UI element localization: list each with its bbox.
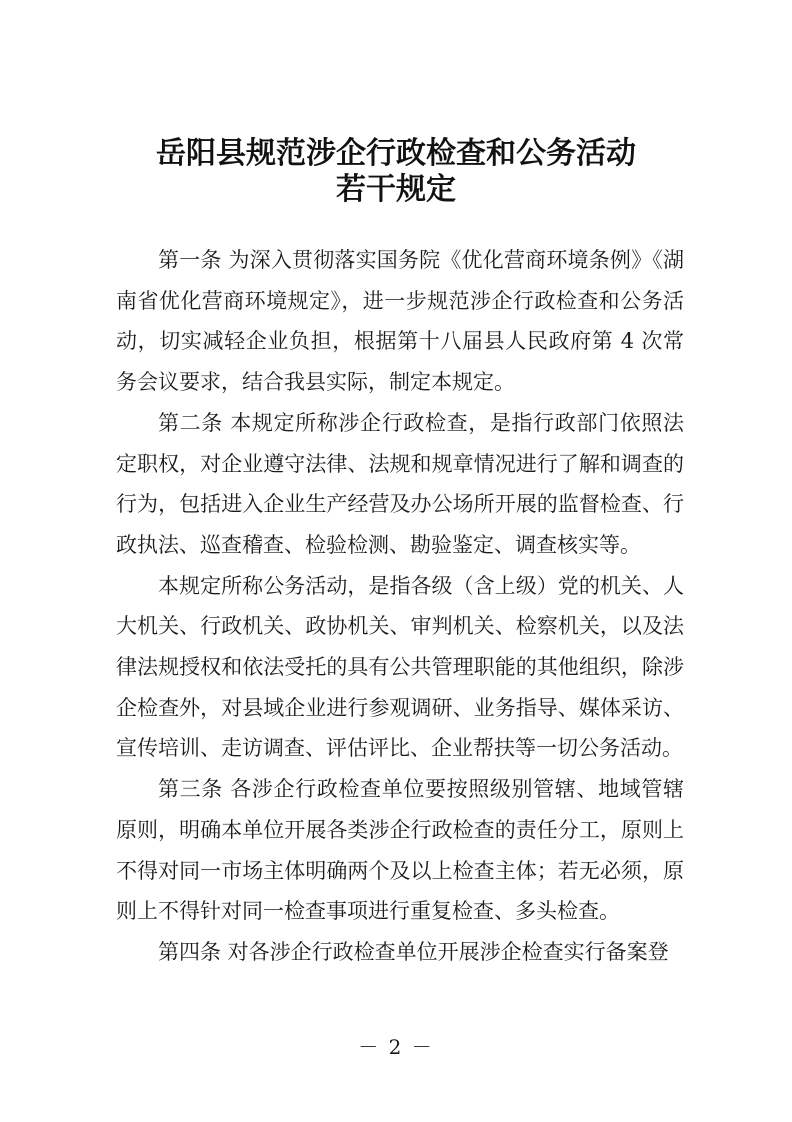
document-title-line2: 若干规定 bbox=[336, 172, 456, 207]
paragraph-article-4: 第四条 对各涉企行政检查单位开展涉企检查实行备案登 bbox=[158, 939, 669, 964]
document-body bbox=[116, 240, 684, 973]
paragraph-public-affairs-definition: 本规定所称公务活动，是指各级（含上级）党的机关、人大机关、行政机关、政协机关、审判机关、检察机关，以及法律法规授权和依法受托的具有公共管理职能的其他组织，除涉企检查外，对县域企业进行参观调研、业务指导、媒体采访、宣传培训、走访调查、评估评比、企业帮扶等一切公务活动。 bbox=[116, 573, 684, 761]
paragraph-article-2: 第二条 本规定所称涉企行政检查，是指行政部门依照法定职权，对企业遵守法律、法规和规章情况进行了解和调查的行为，包括进入企业生产经营及办公场所开展的监督检查、行政执法、巡查稽查、检验检测、勘验鉴定、调查核实等。 bbox=[116, 410, 684, 557]
page-number: － 2 － bbox=[358, 1035, 434, 1059]
document-title-line1: 岳阳县规范涉企行政检查和公务活动 bbox=[156, 136, 636, 171]
paragraph-article-3: 第三条 各涉企行政检查单位要按照级别管辖、地域管辖原则，明确本单位开展各类涉企行政检查的责任分工，原则上不得对同一市场主体明确两个及以上检查主体；若无必须，原则上不得针对同一检查事项进行重复检查、多头检查。 bbox=[116, 777, 684, 924]
paragraph-article-1: 第一条 为深入贯彻落实国务院《优化营商环境条例》《湖南省优化营商环境规定》，进一步规范涉企行政检查和公务活动，切实减轻企业负担，根据第十八届县人民政府第 4 次常务会议要求，结合我县实际，制定本规定。 bbox=[116, 248, 684, 395]
